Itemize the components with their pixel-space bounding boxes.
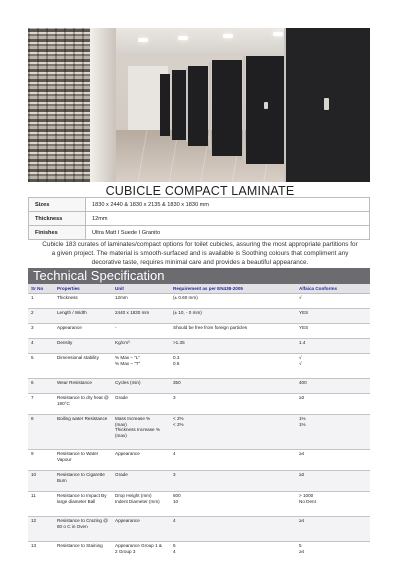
ceiling-light xyxy=(223,34,233,38)
table-cell: Dimensional stability xyxy=(54,354,112,379)
column-header: Properties xyxy=(54,284,112,294)
table-cell: 5 ≥4 xyxy=(296,542,370,570)
table-row xyxy=(28,471,370,492)
table-cell: Resistance to Staining xyxy=(54,542,112,570)
table-row xyxy=(28,492,370,517)
spec-value: 12mm xyxy=(86,212,370,226)
technical-spec-table xyxy=(28,284,370,570)
cubicle-photo xyxy=(28,28,370,182)
table-cell: 4 xyxy=(170,450,296,471)
table-cell: 3 xyxy=(170,394,296,415)
table-cell: Resistance to Impact By large diameter Ball xyxy=(54,492,112,517)
cubicle-door xyxy=(172,70,186,140)
table-cell: 8 xyxy=(28,415,54,450)
spec-row xyxy=(29,212,370,226)
table-cell: 600 10 xyxy=(170,492,296,517)
table-cell: 1.4 xyxy=(296,339,370,354)
table-cell: ≥4 xyxy=(296,517,370,542)
table-cell: Density xyxy=(54,339,112,354)
table-cell: >1.35 xyxy=(170,339,296,354)
table-row xyxy=(28,517,370,542)
ceiling-light xyxy=(138,38,148,42)
table-cell: 350 xyxy=(170,379,296,394)
cubicle-stile xyxy=(284,28,286,182)
table-cell: - xyxy=(112,324,170,339)
table-row xyxy=(28,324,370,339)
table-cell: √ √ xyxy=(296,354,370,379)
table-cell: Wear Resistance xyxy=(54,379,112,394)
table-cell: 11 xyxy=(28,492,54,517)
spec-row xyxy=(29,226,370,240)
cubicle-door xyxy=(188,66,208,146)
column-header: Requirement as per EN438-2005 xyxy=(170,284,296,294)
ceiling-light xyxy=(178,36,188,40)
table-row xyxy=(28,394,370,415)
table-cell: YES xyxy=(296,309,370,324)
table-cell: 0.3 0.6 xyxy=(170,354,296,379)
table-cell: (± 10, - 0 mm) xyxy=(170,309,296,324)
table-cell: (± 0.60 mm) xyxy=(170,294,296,309)
table-cell: > 1000 No Dent xyxy=(296,492,370,517)
table-cell: 3 xyxy=(170,471,296,492)
table-row xyxy=(28,294,370,309)
table-cell: 10 xyxy=(28,471,54,492)
table-cell: 5 xyxy=(28,354,54,379)
table-body xyxy=(28,294,370,570)
spec-label: Finishes xyxy=(29,226,86,240)
table-cell: 6 xyxy=(28,379,54,394)
table-cell: Cycles (min) xyxy=(112,379,170,394)
table-cell: Grade xyxy=(112,471,170,492)
stone-wall xyxy=(28,28,90,182)
table-cell: Resistance to dry heat @ 180°C xyxy=(54,394,112,415)
table-cell: √ xyxy=(296,294,370,309)
table-row xyxy=(28,309,370,324)
table-cell: Kg/cm³ xyxy=(112,339,170,354)
table-cell: YES xyxy=(296,324,370,339)
column-header: Alfaica Conforms xyxy=(296,284,370,294)
product-description: Cubicle 183 curates of laminates/compact options for toilet cubicles, assuring the most appropriate partitions for a given project. The material is smooth-surfaced and is available is Soothing colours that compliment any decorative taste, requires minimal care and provides a beautiful appearance. xyxy=(42,241,358,266)
table-cell: ≥4 xyxy=(296,450,370,471)
table-cell: 12mm xyxy=(112,294,170,309)
table-cell: < 2% < 2% xyxy=(170,415,296,450)
table-cell: Thickness xyxy=(54,294,112,309)
table-row xyxy=(28,415,370,450)
table-cell: 1 xyxy=(28,294,54,309)
table-cell: 4 xyxy=(170,517,296,542)
door-handle xyxy=(324,98,329,110)
table-cell: 400 xyxy=(296,379,370,394)
table-cell: 1% 1% xyxy=(296,415,370,450)
column-header: Sr No xyxy=(28,284,54,294)
table-cell: Drop Height (mm) Indent Diameter (mm) xyxy=(112,492,170,517)
spec-value: 1830 x 2440 & 1830 x 2135 & 1830 x 1830 mm xyxy=(86,198,370,212)
table-cell: 2 xyxy=(28,309,54,324)
table-cell: Grade xyxy=(112,394,170,415)
cubicle-stile xyxy=(209,62,211,150)
table-cell: 7 xyxy=(28,394,54,415)
table-row xyxy=(28,354,370,379)
column-header: Unit xyxy=(112,284,170,294)
table-cell: Boiling water Resistance xyxy=(54,415,112,450)
table-row xyxy=(28,339,370,354)
cubicle-stile xyxy=(186,68,188,142)
cubicle-door xyxy=(160,74,170,136)
table-row xyxy=(28,542,370,570)
table-cell: Resistance to Crazing @ 80 o C in Oven xyxy=(54,517,112,542)
table-cell: Length / Width xyxy=(54,309,112,324)
table-cell: Mass Increase % (max) Thickness Increase % (max) xyxy=(112,415,170,450)
table-cell: Resistance to Water Vapour xyxy=(54,450,112,471)
spec-table xyxy=(28,197,370,240)
table-cell: 12 xyxy=(28,517,54,542)
table-cell: 5 4 xyxy=(170,542,296,570)
table-header-row xyxy=(28,284,370,294)
table-cell: Appearance xyxy=(112,517,170,542)
table-cell: Appearance Group 1 & 2 Group 3 xyxy=(112,542,170,570)
table-cell: Appearance xyxy=(54,324,112,339)
table-cell: 13 xyxy=(28,542,54,570)
spec-label: Sizes xyxy=(29,198,86,212)
white-pillar xyxy=(90,28,116,182)
table-cell: Appearance xyxy=(112,450,170,471)
cubicle-stile xyxy=(243,56,245,160)
spec-value: Ultra Matt I Suede I Granito xyxy=(86,226,370,240)
cubicle-door xyxy=(212,60,242,156)
spec-label: Thickness xyxy=(29,212,86,226)
ceiling-light xyxy=(273,32,283,36)
table-cell: ≥3 xyxy=(296,471,370,492)
spec-row xyxy=(29,198,370,212)
table-row xyxy=(28,450,370,471)
table-cell: 3 xyxy=(28,324,54,339)
table-cell: 4 xyxy=(28,339,54,354)
door-handle xyxy=(264,102,268,109)
table-row xyxy=(28,379,370,394)
table-cell: 9 xyxy=(28,450,54,471)
table-cell: Resistance to Cigarette Burn xyxy=(54,471,112,492)
table-cell: 2440 x 1830 mm xyxy=(112,309,170,324)
table-cell: % Max – "L" % Max – "T" xyxy=(112,354,170,379)
table-cell: ≥3 xyxy=(296,394,370,415)
cubicle-door xyxy=(246,56,286,164)
section-heading: Technical Specification xyxy=(33,268,165,283)
table-cell: Should be free from foreign particles xyxy=(170,324,296,339)
product-title: CUBICLE COMPACT LAMINATE xyxy=(105,184,295,198)
